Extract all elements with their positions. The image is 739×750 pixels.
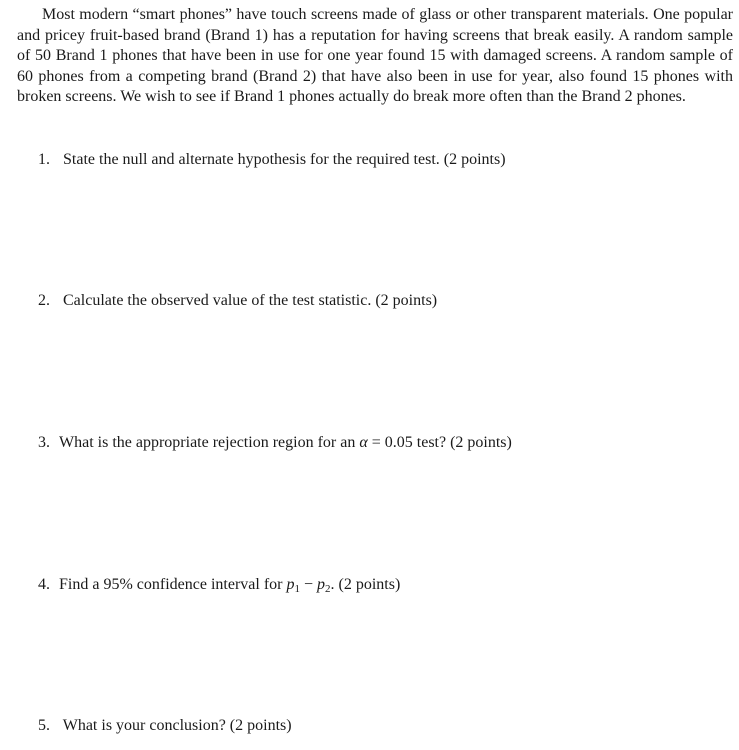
- p2-symbol: $p_2$: [317, 576, 331, 595]
- question-number: 5.: [38, 717, 50, 734]
- minus-sign: −: [299, 576, 318, 593]
- question-number: 3.: [38, 434, 50, 451]
- question-1: [38, 150, 728, 170]
- alpha-symbol: α: [359, 434, 368, 451]
- question-text-end: test? (2 points): [416, 434, 512, 451]
- alpha-value: = 0.05: [367, 434, 417, 451]
- question-5: [38, 716, 728, 736]
- question-2: [38, 291, 728, 311]
- p1-symbol: $p_1$: [286, 576, 300, 595]
- question-text: Calculate the observed value of the test statistic. (2 points): [63, 292, 438, 309]
- question-number: 4.: [38, 576, 50, 593]
- question-4: [38, 575, 728, 599]
- question-text: Find a 95% confidence interval for: [59, 576, 287, 593]
- question-number: 2.: [38, 292, 50, 309]
- question-text: What is your conclusion? (2 points): [62, 717, 292, 734]
- question-3: [38, 433, 728, 453]
- question-number: 1.: [38, 151, 50, 168]
- question-text: State the null and alternate hypothesis for the required test. (2 points): [63, 151, 506, 168]
- problem-statement: Most modern “smart phones” have touch screens made of glass or other transparent materials. One popular and pricey fruit-based brand (Brand 1) has a reputation for having screens that break easily. A random sample of 50 Brand 1 phones that have been in use for one year found 15 with damaged screens. A random sample of 60 phones from a competing brand (Brand 2) that have also been in use for year, also found 15 phones with broken screens. We wish to see if Brand 1 phones actually do break more often than the Brand 2 phones.: [17, 6, 733, 106]
- question-text-end: . (2 points): [330, 576, 401, 593]
- question-text: What is the appropriate rejection region for an: [59, 434, 360, 451]
